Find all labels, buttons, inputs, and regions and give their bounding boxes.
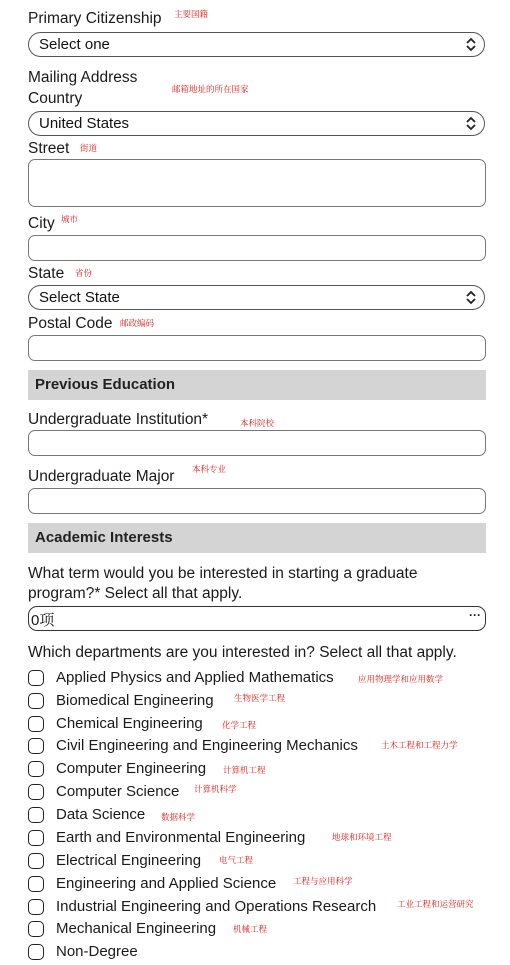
checkbox[interactable] [28, 853, 44, 869]
term-question-line1: What term would you be interested in starting a graduate [28, 565, 418, 582]
mailing-country-label-line1: Mailing Address [28, 69, 138, 86]
department-label: Computer Science [56, 783, 180, 800]
up-down-chevron-icon [464, 36, 478, 53]
term-question-line2: program?* Select all that apply. [28, 585, 243, 602]
department-label-cn: 生物医学工程 [234, 693, 286, 703]
mailing-country-select[interactable] [28, 111, 485, 136]
undergrad-institution-input[interactable] [28, 430, 486, 456]
undergrad-institution-label-cn: 本科院校 [240, 418, 275, 428]
more-options-icon: ··· [469, 608, 481, 622]
departments-question: Which departments are you interested in? Select all that apply. [28, 644, 457, 661]
city-input[interactable] [28, 235, 486, 261]
citizenship-select-value: Select one [39, 36, 110, 53]
undergrad-institution-label: Undergraduate Institution* [28, 411, 209, 428]
department-label: Applied Physics and Applied Mathematics [56, 669, 334, 686]
mailing-country-label-cn: 邮箱地址的所在国家 [172, 84, 249, 94]
up-down-chevron-icon [464, 115, 478, 132]
department-label-cn: 应用物理学和应用数学 [358, 674, 444, 684]
up-down-chevron-icon [464, 289, 478, 306]
department-label: Computer Engineering [56, 760, 207, 777]
department-label: Non-Degree [56, 943, 138, 960]
postal-code-label: Postal Code [28, 315, 113, 332]
undergrad-major-label-cn: 本科专业 [192, 464, 227, 474]
undergrad-major-label: Undergraduate Major [28, 468, 175, 485]
department-label-cn: 机械工程 [233, 924, 268, 934]
checkbox[interactable] [28, 944, 44, 960]
street-textarea[interactable] [28, 159, 486, 207]
checkbox[interactable] [28, 670, 44, 686]
department-label: Data Science [56, 806, 146, 823]
checkbox[interactable] [28, 693, 44, 709]
checkbox[interactable] [28, 761, 44, 777]
department-label: Industrial Engineering and Operations Research [56, 898, 377, 915]
term-multiselect-value: 0项 [31, 612, 55, 629]
department-label-cn: 计算机工程 [223, 765, 266, 775]
checkbox[interactable] [28, 921, 44, 937]
previous-education-title: Previous Education [35, 376, 176, 393]
state-select[interactable] [28, 285, 485, 310]
undergrad-major-input[interactable] [28, 488, 486, 514]
checkbox[interactable] [28, 830, 44, 846]
citizenship-label-cn: 主要国籍 [174, 9, 209, 19]
department-label-cn: 工业工程和运营研究 [397, 899, 474, 909]
academic-interests-header [28, 523, 486, 553]
department-label-cn: 工程与应用科学 [293, 876, 353, 886]
state-label-cn: 省份 [75, 268, 93, 278]
department-label: Chemical Engineering [56, 715, 203, 732]
street-label: Street [28, 140, 70, 157]
state-label: State [28, 265, 65, 282]
department-label: Civil Engineering and Engineering Mechanics [56, 737, 358, 754]
previous-education-header [28, 370, 486, 400]
department-label-cn: 计算机科学 [194, 784, 237, 794]
street-label-cn: 街道 [80, 143, 98, 153]
department-label-cn: 土木工程和工程力学 [381, 740, 458, 750]
department-label-cn: 数据科学 [161, 812, 196, 822]
checkbox[interactable] [28, 716, 44, 732]
mailing-country-label-line2: Country [28, 90, 83, 107]
department-label: Biomedical Engineering [56, 692, 214, 709]
academic-interests-title: Academic Interests [35, 529, 173, 546]
term-multiselect[interactable] [28, 606, 486, 631]
department-label-cn: 地球和环境工程 [332, 832, 392, 842]
checkbox[interactable] [28, 807, 44, 823]
citizenship-select[interactable] [28, 32, 485, 57]
department-label: Engineering and Applied Science [56, 875, 277, 892]
checkbox[interactable] [28, 784, 44, 800]
citizenship-label: Primary Citizenship [28, 10, 162, 27]
department-label-cn: 化学工程 [222, 720, 257, 730]
department-label: Earth and Environmental Engineering [56, 829, 306, 846]
postal-code-input[interactable] [28, 335, 486, 361]
mailing-country-select-value: United States [39, 115, 130, 132]
city-label: City [28, 215, 55, 232]
checkbox[interactable] [28, 899, 44, 915]
checkbox[interactable] [28, 876, 44, 892]
checkbox[interactable] [28, 738, 44, 754]
department-label: Mechanical Engineering [56, 920, 217, 937]
state-select-value: Select State [39, 289, 120, 306]
department-label: Electrical Engineering [56, 852, 202, 869]
department-label-cn: 电气工程 [219, 855, 254, 865]
postal-code-label-cn: 邮政编码 [120, 318, 155, 328]
city-label-cn: 城市 [61, 214, 79, 224]
